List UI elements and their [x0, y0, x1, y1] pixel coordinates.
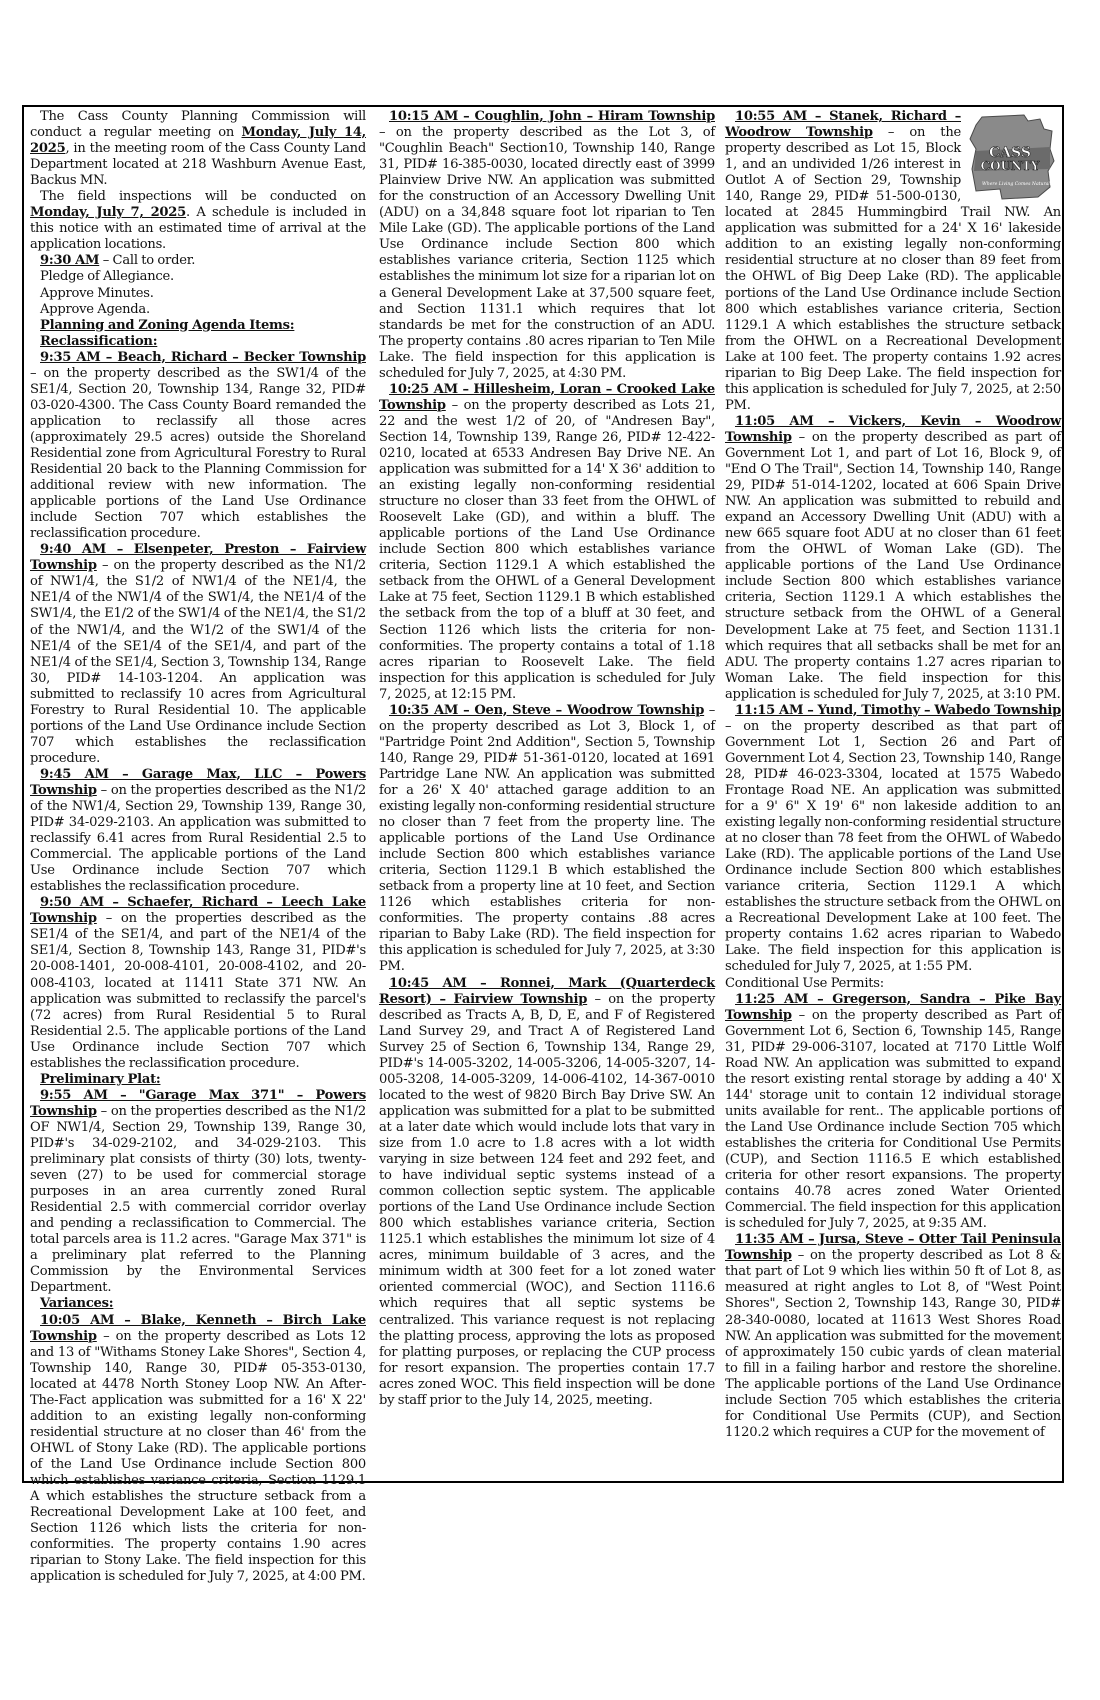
column-3 [725, 109, 1061, 1441]
call-to-order: 9:30 AM – Call to order. [40, 253, 196, 269]
agenda-item-ronnei: 10:45 AM – Ronnei, Mark (Quarterdeck Resort) – Fairview Township – on the property described as Tracts A, B, D, E, and F of Registered Land Survey 29, and Tract A of Registered Land Survey 25 of Section 6, Township 134, Range 29, PID#'s 14-005-3202, 14-005-3206, 14-005-3207, 14-005-3208, 14-005-3209, 14-006-4102, 14-367-0010 located to the west of 9820 Birch Bay Drive SW. An application was submitted for a plat to be submitted at a later date which would include lots that vary in size from 1.0 acre to 1.8 acres with a lot width varying in size between 124 feet and 292 feet, and to have individual septic systems instead of a common collection septic system. The applicable portions of the Land Use Ordinance include Section 800 which establishes variance criteria, Section 1125.1 which establishes the minimum lot size of 4 acres, minimum buildable of 3 acres, and the minimum width at 300 feet for a lot zoned water oriented commercial (WOC), and Section 1116.6 which requires that all septic systems be centralized. This variance request is not replacing the platting process, approving the lots as proposed for platting purposes, or replacing the CUP process for resort expansion. The properties contain 17.7 acres zoned WOC. This field inspection will be done by staff prior to the July 14, 2025, meeting. [379, 975, 715, 1408]
agenda-item-vickers: 11:05 AM – Vickers, Kevin – Woodrow Township – on the property described as part of Government Lot 1, and part of Lot 16, Block 9, of "End O The Trail", Section 14, Township 140, Range 29, PID# 51-014-1202, located at 606 Spain Drive NW. An application was submitted to rebuild and expand an Accessory Dwelling Unit (ADU) with a new 665 square foot ADU at no closer than 61 feet from the OHWL of Woman Lake (GD). The applicable portions of the Land Use Ordinance include Section 800 which establishes variance criteria, Section 1129.1 A which establishes the structure setback from the OHWL of a General Development Lake at 75 feet, and Section 1131.1 which requires that all setbacks shall be met for an ADU. The property contains 1.27 acres riparian to Woman Lake. The field inspection for this application is scheduled for July 7, 2025, at 3:10 PM. [725, 413, 1061, 702]
opening-item: Approve Minutes. [40, 285, 154, 301]
opening-item: Pledge of Allegiance. [40, 269, 174, 285]
agenda-item-garagemax: 9:45 AM – Garage Max, LLC – Powers Township – on the properties described as the N1/2 of the NW1/4, Section 29, Township 139, Range 30, PID# 34-029-2103. An application was submitted to reclassify 6.41 acres from Rural Residential 2.5 to Commercial. The applicable portions of the Land Use Ordinance include Section 707 which establishes the reclassification procedure. [30, 766, 366, 895]
agenda-item-blake: 10:05 AM – Blake, Kenneth – Birch Lake Township – on the property described as Lots 12 and 13 of "Withams Stoney Lake Shores", Section 4, Township 140, Range 30, PID# 05-353-0130, located at 4478 North Stoney Loop NW. An After-The-Fact application was submitted for a 16' X 22' addition to an existing legally non-conforming residential structure at no closer than 46' from the OHWL of Stony Lake (RD). The applicable portions of the Land Use Ordinance include Section 800 which establishes variance criteria, Section 1129.1 A which establishes the structure setback from a Recreational Development Lake at 100 feet, and Section 1126 which lists the criteria for non-conformities. The property contains 1.90 acres riparian to Stony Lake. The field inspection for this application is scheduled for July 7, 2025, at 4:00 PM. [30, 1312, 366, 1585]
opening-item: Approve Agenda. [40, 301, 150, 317]
agenda-item-schaefer: 9:50 AM – Schaefer, Richard – Leech Lake Township – on the properties described as the SE1/4 of the SE1/4, and part of the NE1/4 of the SE1/4, Section 8, Township 143, Range 31, PID#'s 20-008-1401, 20-008-4101, 20-008-4102, and 20-008-4103, located at 11411 State 371 NW. An application was submitted to reclassify the parcel's (72 acres) from Rural Residential 5 to Rural Residential 2.5. The applicable portions of the Land Use Ordinance include Section 707 which establishes the reclassification procedure. [30, 895, 366, 1071]
agenda-item-elsenpeter: 9:40 AM – Elsenpeter, Preston – Fairview Township – on the property described as the N1/2 of NW1/4, the S1/2 of NW1/4 of the NE1/4, the NE1/4 of the NW1/4 of the SW1/4, the NE1/4 of the SW1/4, the E1/2 of the SW1/4 of the NE1/4, the S1/2 of the NW1/4, and the W1/2 of the SW1/4 of the NE1/4 of the SE1/4 of the SE1/4, and part of the NE1/4 of the SE1/4, Section 3, Township 134, Range 30, PID# 14-103-1204. An application was submitted to reclassify 10 acres from Agricultural Forestry to Rural Residential 10. The applicable portions of the Land Use Ordinance include Section 707 which establishes the reclassification procedure. [30, 542, 366, 766]
column-1 [30, 109, 366, 1585]
logo-text-county: COUNTY [980, 159, 1040, 173]
meeting-date: Monday, July 14, 2025 [30, 125, 366, 157]
agenda-item-oen: 10:35 AM – Oen, Steve – Woodrow Township – on the property described as Lot 3, Block 1, of "Partridge Point 2nd Addition", Section 5, Township 140, Range 29, PID# 51-361-0120, located at 1691 Partridge Lane NW. An application was submitted for a 26' X 40' attached garage addition to an existing legally non-conforming residential structure no closer than 7 feet from the property line. The applicable portions of the Land Use Ordinance include Section 800 which establishes variance criteria, Section 1129.1 B which established the setback from a property line at 10 feet, and Section 1126 which establishes criteria for non-conformities. The property contains .88 acres riparian to Baby Lake (RD). The field inspection for this application is scheduled for July 7, 2025, at 3:30 PM. [379, 702, 715, 975]
agenda-item-garagemax371: 9:55 AM – "Garage Max 371" – Powers Township – on the properties described as the N1/2 OF NW1/4, Section 29, Township 139, Range 30, PID#'s 34-029-2102, and 34-029-2103. This preliminary plat consists of thirty (30) lots, twenty-seven (27) to be used for commercial storage purposes in an area currently zoned Rural Residential 2.5 with commercial corridor overlay and pending a reclassification to Commercial. The total parcels area is 11.2 acres. "Garage Max 371" is a preliminary plat referred to the Planning Commission by the Environmental Services Department. [30, 1087, 366, 1296]
agenda-item-stanek: 10:55 AM – Stanek, Richard – Woodrow Township – on the property described as Lot 15, Block 1, and an undivided 1/26 interest in Outlot A of Section 29, Township 140, Range 29, PID# 51-500-0130, located at 2845 Hummingbird Trail NW. An application was submitted for a 24' X 16' lakeside addition to an existing legally non-conforming residential structure at no closer than 89 feet from the OHWL of Big Deep Lake (RD). The applicable portions of the Land Use Ordinance include Section 800 which establishes variance criteria, Section 1129.1 A which establishes the structure setback from the OHWL on a Recreational Development Lake at 100 feet. The property contains 1.92 acres riparian to Big Deep Lake. The field inspection for this application is scheduled for July 7, 2025, at 2:50 PM. [725, 109, 1061, 413]
agenda-item-hillesheim: 10:25 AM – Hillesheim, Loran – Crooked Lake Township – on the property described as Lots 21, 22 and the west 1/2 of 20, of "Andresen Bay", Section 14, Township 139, Range 26, PID# 12-422-0210, located at 6533 Andresen Bay Drive NE. An application was submitted for a 14' X 36' addition to an existing legally non-conforming residential structure no closer than 33 feet from the OHWL of Roosevelt Lake (GD), and within a bluff. The applicable portions of the Land Use Ordinance include Section 800 which establishes variance criteria, Section 1129.1 A which established the setback from the OHWL of a General Development Lake at 75 feet, Section 1129.1 B which established the setback from the top of a bluff at 30 feet, and Section 1126 which lists the criteria for non-conformities. The property contains a total of 1.18 acres riparian to Roosevelt Lake. The field inspection for this application is scheduled for July 7, 2025, at 12:15 PM. [379, 381, 715, 702]
agenda-item-beach: 9:35 AM – Beach, Richard – Becker Township – on the property described as the SW1/4 of the SE1/4, Section 20, Township 134, Range 32, PID# 03-020-4300. The Cass County Board remanded the application to reclassify all those acres (approximately 29.5 acres) outside the Shoreland Residential zone from Agricultural Forestry to Rural Residential 20 back to the Planning Commission for additional review with new information. The applicable portions of the Land Use Ordinance include Section 707 which establishes the reclassification procedure. [30, 349, 366, 542]
legal-notice [22, 105, 1064, 1585]
agenda-item-coughlin: 10:15 AM – Coughlin, John – Hiram Township – on the property described as the Lot 3, of "Coughlin Beach" Section10, Township 140, Range 31, PID# 16-385-0030, located directly east of 3999 Plainview Drive NW. An application was submitted for the construction of an Accessory Dwelling Unit (ADU) on a 34,848 square foot lot riparian to Ten Mile Lake (GD). The applicable portions of the Land Use Ordinance include Section 800 which establishes variance criteria, Section 1125 which establishes the minimum lot size for a riparian lot on a General Development Lake at 37,500 square feet, and Section 1131.1 which requires that lot standards be met for the construction of an ADU. The property contains .80 acres riparian to Ten Mile Lake. The field inspection for this application is scheduled for July 7, 2025, at 4:30 PM. [379, 109, 715, 381]
inspection-date: Monday, July 7, 2025 [30, 205, 187, 221]
column-2 [379, 109, 715, 1409]
logo-text-cass: CASS [989, 145, 1031, 161]
section-heading-preliminary-plat: Preliminary Plat: [40, 1071, 161, 1087]
section-heading-variances: Variances: [40, 1296, 114, 1312]
agenda-item-gregerson: 11:25 AM – Gregerson, Sandra – Pike Bay Township – on the property described as Part of Government Lot 6, Section 6, Township 145, Range 31, PID# 29-006-3107, located at 7170 Little Wolf Road NW. An application was submitted to expand the resort existing rental storage by adding a 40' X 144' storage unit to contain 12 individual storage units available for rent.. The applicable portions of the Land Use Ordinance include Section 705 which establishes the criteria for Conditional Use Permits (CUP), and Section 1116.5 E which established criteria for other resort expansions. The property contains 40.78 acres zoned Water Oriented Commercial. The field inspection for this application is scheduled for July 7, 2025, at 9:35 AM. [725, 991, 1061, 1232]
intro-paragraph-1: The Cass County Planning Commission will conduct a regular meeting on Monday, July 14, 2025, in the meeting room of the Cass County Land Department located at 218 Washburn Avenue East, Backus MN. [30, 109, 366, 189]
section-heading-reclassification: Reclassification: [40, 333, 158, 349]
agenda-item-jursa: 11:35 AM – Jursa, Steve – Otter Tail Peninsula Township – on the property described as Lot 8 & that part of Lot 9 which lies within 50 ft of Lot 8, as measured at right angles to Lot 8, of "West Point Shores", Section 2, Township 143, Range 30, PID# 28-340-0080, located at 11613 West Shores Road NW. An application was submitted for the movement of approximately 150 cubic yards of clean material to fill in a failing harbor and restore the shoreline. The applicable portions of the Land Use Ordinance include Section 705 which establishes the criteria for Conditional Use Permits (CUP), and Section 1120.2 which requires a CUP for the movement of [725, 1232, 1061, 1440]
logo-tagline: Where Living Comes Naturally [982, 182, 1054, 187]
section-heading-pz: Planning and Zoning Agenda Items: [40, 317, 295, 333]
agenda-item-yund: 11:15 AM – Yund, Timothy – Wabedo Township – on the property described as that part of Government Lot 1, Section 26 and Part of Government Lot 4, Section 23, Township 140, Range 28, PID# 46-023-3304, located at 1575 Wabedo Frontage Road NE. An application was submitted for a 9' 6" X 19' 6" non lakeside addition to an existing legally non-conforming residential structure at no closer than 78 feet from the OHWL of Wabedo Lake (RD). The applicable portions of the Land Use Ordinance include Section 800 which establishes variance criteria, Section 1129.1 A which establishes the structure setback from the OHWL on a Recreational Development Lake at 100 feet. The property contains 1.62 acres riparian to Wabedo Lake. The field inspection for this application is scheduled for July 7, 2025, at 1:55 PM. [725, 702, 1061, 975]
section-heading-cup: Conditional Use Permits: [725, 975, 884, 991]
intro-paragraph-2: The field inspections will be conducted on Monday, July 7, 2025. A schedule is included in this notice with an estimated time of arrival at the application locations. [30, 189, 367, 253]
cass-county-logo [962, 109, 1058, 205]
